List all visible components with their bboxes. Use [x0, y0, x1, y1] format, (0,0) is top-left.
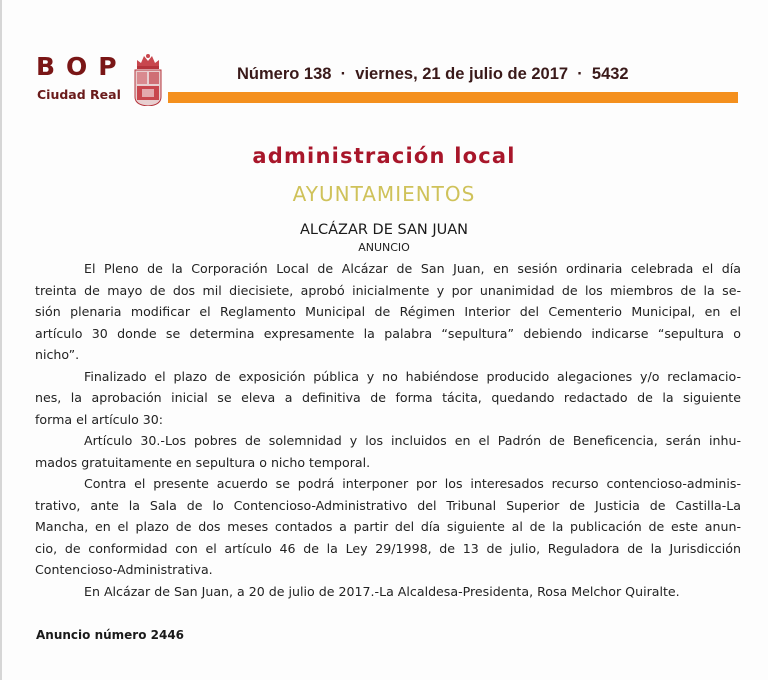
body-line: Finalizado el plazo de exposición pública y no habiéndose producido alegaciones y/o reclamacio-: [84, 368, 741, 384]
body-line: nicho”.: [35, 347, 80, 362]
issue-line: Número 138 · viernes, 21 de julio de 2017 · 5432: [237, 65, 629, 83]
body-line: artículo 30 donde se determina expresamente la palabra “sepultura” debiendo indicarse “sepultura o: [35, 325, 741, 341]
body-line: Contra el presente acuerdo se podrá interponer por los interesados recurso contencioso-adminis-: [84, 476, 741, 491]
body-line: Artículo 30.-Los pobres de solemnidad y los incluidos en el Padrón de Beneficencia, serán inhu-: [84, 433, 741, 448]
body-line: cio, de conformidad con el artículo 46 de la Ley 29/1998, de 13 de julio, Reguladora de la Jurisdicción: [35, 540, 741, 556]
body-line: trativo, ante la Sala de lo Contencioso-Administrativo del Tribunal Superior de Justicia de Castilla-La: [35, 497, 741, 513]
page-edge: [0, 0, 2, 680]
body-line: Contencioso-Administrativa.: [35, 562, 213, 577]
header-accent-bar: [168, 92, 738, 103]
entity-name: ALCÁZAR DE SAN JUAN: [299, 222, 469, 238]
body-line: Mancha, en el plazo de dos meses contados a partir del día siguiente al de la publicación de este anun-: [35, 519, 741, 534]
section-subtitle: AYUNTAMIENTOS: [292, 182, 476, 206]
body-line: forma el artículo 30:: [35, 411, 164, 427]
bop-logo-subtitle: Ciudad Real: [37, 87, 121, 102]
body-line: nes, la aprobación inicial se eleva a definitiva de forma tácita, quedando redactado de la siguiente: [35, 390, 741, 405]
announcement-body: [35, 258, 741, 602]
body-line: treinta de mayo de dos mil diecisiete, aprobó inicialmente y por unanimidad de los miembros de la se-: [35, 282, 741, 298]
announcement-number: Anuncio número 2446: [36, 628, 185, 642]
bop-logo: BOP: [36, 52, 128, 81]
section-title: administración local: [252, 144, 516, 168]
body-line: El Pleno de la Corporación Local de Alcázar de San Juan, en sesión ordinaria celebrada el día: [84, 261, 741, 276]
coat-of-arms-icon: [133, 53, 163, 106]
body-line: sión plenaria modificar el Reglamento Municipal de Régimen Interior del Cementerio Municipal, en el: [35, 304, 741, 319]
body-line: mados gratuitamente en sepultura o nicho temporal.: [35, 454, 371, 470]
body-line: En Alcázar de San Juan, a 20 de julio de 2017.-La Alcaldesa-Presidenta, Rosa Melchor Quiralte.: [84, 583, 680, 599]
document-type: ANUNCIO: [358, 241, 410, 254]
